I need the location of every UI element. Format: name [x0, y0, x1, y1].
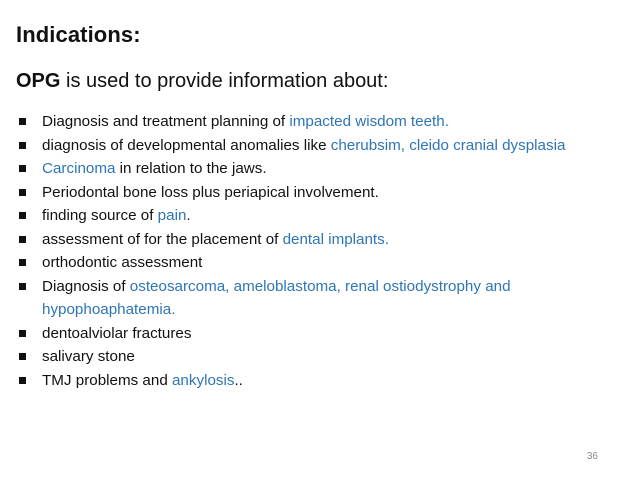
item-highlight: cherubsim, cleido cranial dysplasia	[330, 136, 566, 154]
square-bullet-icon	[19, 236, 26, 243]
slide-subtitle	[16, 70, 388, 93]
item-text: diagnosis of developmental anomalies like	[42, 136, 331, 154]
list-item	[16, 134, 616, 158]
item-text: Periodontal bone loss plus periapical involvement.	[42, 183, 379, 201]
square-bullet-icon	[19, 283, 26, 290]
item-text: assessment of for the placement of	[42, 230, 283, 248]
square-bullet-icon	[19, 212, 26, 219]
item-highlight: osteosarcoma, ameloblastoma, renal ostiodystrophy and hypophoaphatemia.	[42, 277, 511, 318]
square-bullet-icon	[19, 259, 26, 266]
subtitle-text: is used to provide information about:	[60, 70, 389, 92]
square-bullet-icon	[19, 189, 26, 196]
item-text: orthodontic assessment	[42, 254, 203, 271]
list-item	[16, 157, 616, 181]
subtitle-keyword: OPG	[16, 70, 61, 92]
list-item	[16, 228, 616, 252]
square-bullet-icon	[19, 165, 26, 172]
list-item	[16, 181, 616, 205]
list-item	[16, 322, 616, 346]
item-text: finding source of	[42, 207, 158, 224]
square-bullet-icon	[19, 353, 26, 360]
item-text-end: .	[186, 207, 191, 224]
square-bullet-icon	[19, 142, 26, 149]
item-text-end: in relation to the jaws.	[115, 160, 267, 177]
slide-title: Indications:	[16, 22, 141, 47]
list-item	[16, 369, 616, 393]
list-item	[16, 275, 616, 322]
item-text: Diagnosis of	[42, 277, 130, 295]
item-text-end: ..	[234, 371, 243, 389]
page-number: 36	[586, 451, 598, 462]
list-item	[16, 345, 616, 369]
item-text: dentoalviolar fractures	[42, 324, 192, 342]
item-text: salivary stone	[42, 348, 135, 365]
item-highlight: Carcinoma	[42, 160, 116, 177]
item-text: TMJ problems and	[42, 371, 172, 389]
list-item	[16, 204, 616, 228]
list-item	[16, 251, 616, 275]
square-bullet-icon	[19, 377, 26, 384]
square-bullet-icon	[19, 330, 26, 337]
list-item	[16, 110, 616, 134]
indications-list	[16, 110, 616, 392]
item-highlight: impacted wisdom teeth.	[289, 113, 449, 130]
square-bullet-icon	[19, 118, 26, 125]
item-highlight: dental implants.	[282, 230, 389, 248]
item-highlight: pain	[157, 207, 187, 224]
item-highlight: ankylosis	[171, 371, 235, 389]
item-text: Diagnosis and treatment planning of	[42, 113, 290, 130]
